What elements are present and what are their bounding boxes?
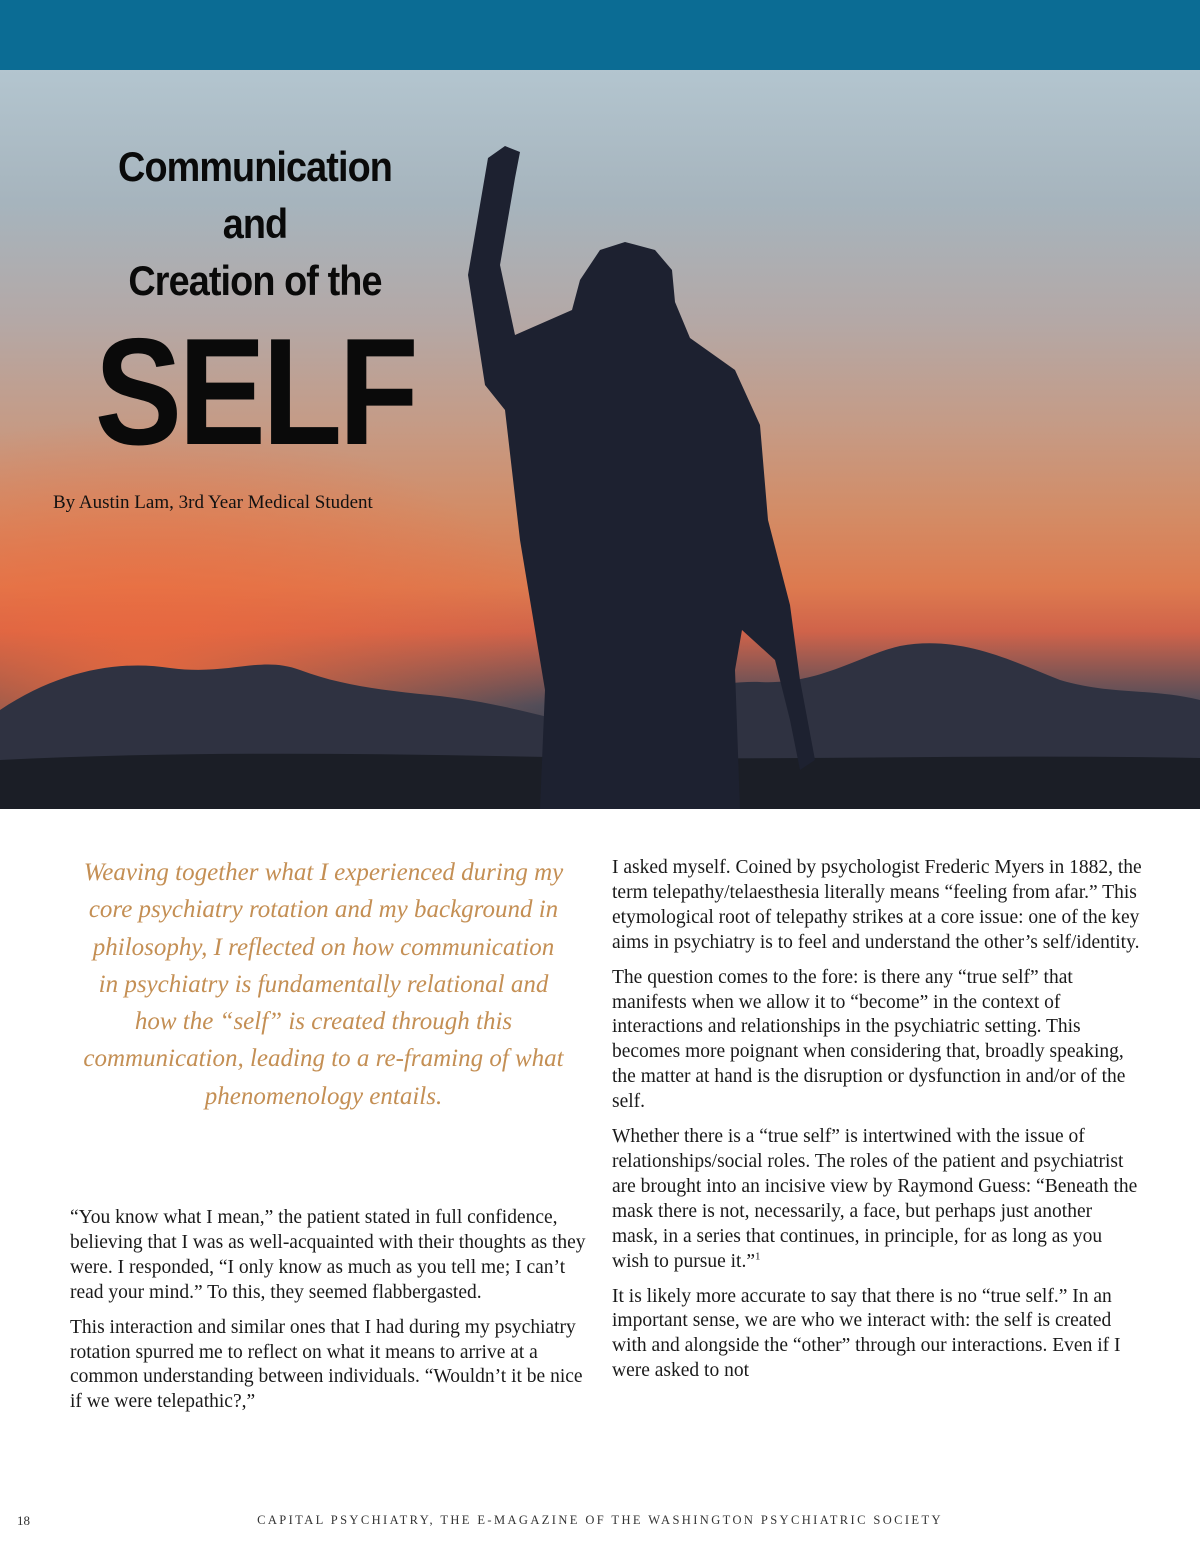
title-line-communication: Communication (118, 143, 392, 190)
body-paragraph: “You know what I mean,” the patient stated in full confidence, believing that I was as well-acquainted with their thoughts as they were. I responded, “I only know as much as you tell me; I can’t read your mind.” To this, they seemed flabbergasted. (70, 1207, 586, 1303)
footnote-marker: 1 (754, 1250, 761, 1263)
title-self: SELF (94, 307, 416, 477)
body-column-left (70, 1206, 590, 1425)
top-banner-bar (0, 0, 1200, 70)
title-line-creation: Creation of the (128, 257, 382, 304)
page-number: 18 (17, 1513, 30, 1528)
body-paragraph: This interaction and similar ones that I had during my psychiatry rotation spurred me to reflect on what it means to arrive at a common understanding between individuals. “Wouldn’t it be nice if we were telepathic?,” (70, 1316, 583, 1413)
title-line-and: and (222, 200, 288, 247)
body-paragraph: I asked myself. Coined by psychologist Frederic Myers in 1882, the term telepathy/telaesthesia literally means “feeling from afar.” This etymological root of telepathy strikes at a core issue: one of the key aims in psychiatry is to feel and understand the other’s self/identity. (612, 857, 1142, 953)
author-byline: By Austin Lam, 3rd Year Medical Student (53, 492, 373, 513)
body-column-right (612, 856, 1142, 1394)
body-paragraph: It is likely more accurate to say that there is no “true self.” In an important sense, we are who we interact with: the self is created with and alongside the “other” through our interactions. Even if I were asked to not (612, 1285, 1121, 1382)
body-paragraph-with-footnote (612, 1125, 1142, 1274)
article-title (60, 138, 450, 477)
body-paragraph-text: Whether there is a “true self” is intertwined with the issue of relationships/social roles. The roles of the patient and psychiatrist are brought into an incisive view by Raymond Guess: “Beneath the mask there is not, necessarily, a face, but perhaps just another mask, in a series that continues, in principle, for as long as you wish to pursue it.” (612, 1126, 1138, 1272)
pull-quote: Weaving together what I experienced during my core psychiatry rotation and my background in philosophy, I reflected on how communication in psychiatry is fundamentally relational and how the “self” is created through this communication, leading to a re-framing of what phenomenology entails. (83, 859, 564, 1110)
body-paragraph: The question comes to the fore: is there any “true self” that manifests when we allow it to “become” in the context of interactions and relationships in the psychiatric setting. This becomes more poignant when considering that, broadly speaking, the matter at hand is the disruption or dysfunction in and/or of the self. (612, 966, 1126, 1113)
publication-footer: CAPITAL PSYCHIATRY, THE E-MAGAZINE OF THE WASHINGTON PSYCHIATRIC SOCIETY (257, 1513, 943, 1527)
